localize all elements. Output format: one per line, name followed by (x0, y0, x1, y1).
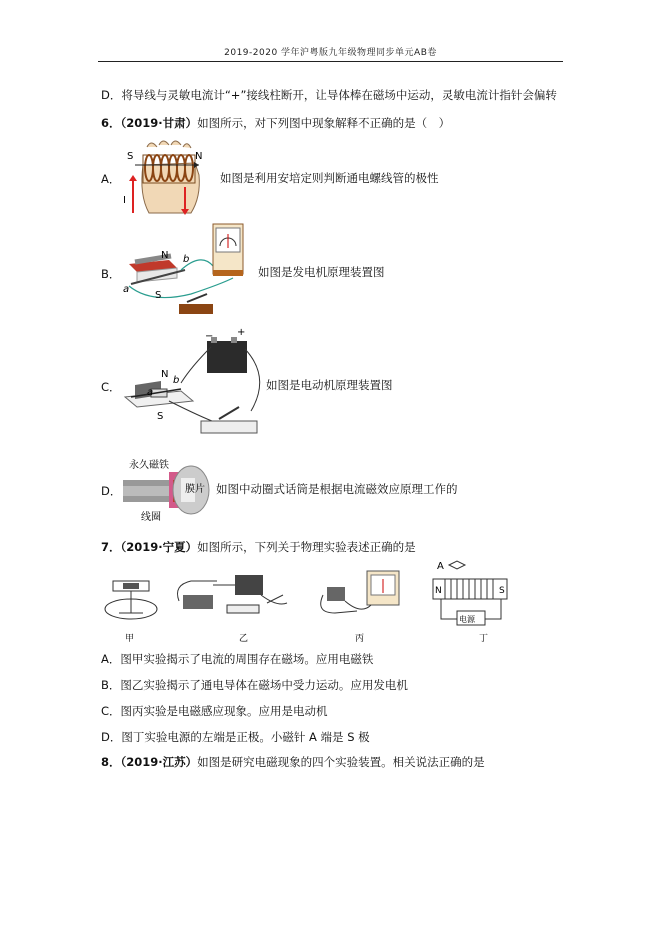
q7-fig-s-label: S (499, 586, 505, 596)
q6-c-figure (121, 327, 266, 441)
fig-c-n-label: N (161, 369, 169, 380)
q7-source: （2019·宁夏） (120, 540, 198, 554)
q6-a-figure (121, 135, 221, 217)
fig-c-s-label: S (157, 411, 164, 422)
q6-stem: 如图所示，对下列图中现象解释不正确的是（ ） (197, 116, 451, 130)
q7-fig-ding (433, 561, 507, 644)
q6-b-text: 如图是发电机原理装置图 (258, 265, 385, 279)
fig-b-a-label: a (123, 284, 130, 295)
q7-stem: 如图所示，下列关于物理实验表述正确的是 (197, 540, 416, 554)
q7-option-a: A．图甲实验揭示了电流的周围存在磁场。应用电磁铁 (101, 652, 374, 666)
q6-c-text: 如图是电动机原理装置图 (266, 378, 393, 392)
fig-d-coil-label: 线圈 (141, 512, 161, 523)
q8-stem: 如图是研究电磁现象的四个实验装置。相关说法正确的是 (197, 755, 485, 769)
q7-fig-yi (178, 575, 288, 644)
q8-source: （2019·江苏） (120, 755, 198, 769)
q6-source: （2019·甘肃） (120, 116, 198, 130)
q8-number: 8． (101, 755, 121, 769)
q6-number: 6． (101, 116, 121, 130)
q7-option-b: B．图乙实验揭示了通电导体在磁场中受力运动。应用发电机 (101, 678, 408, 692)
q7-option-d: D．图丁实验电源的左端是正极。小磁针 A 端是 S 极 (101, 730, 370, 744)
q7-figures (101, 555, 521, 648)
fig-b-n-label: N (161, 250, 169, 261)
fig-a-n-label: N (195, 151, 203, 162)
q7-fig-a-label: A (437, 561, 444, 572)
fig-c-a-label: a (147, 387, 154, 398)
q6-d-label: D． (101, 484, 122, 498)
q7-option-c: C．图丙实验是电磁感应现象。应用是电动机 (101, 704, 328, 718)
q6-b-figure (121, 222, 261, 320)
q6-stem-line (101, 115, 450, 131)
page-header: 2019-2020 学年沪粤版九年级物理同步单元AB卷 (224, 48, 437, 58)
q7-fig-n-label: N (435, 586, 442, 596)
fig-c-minus-label: − (205, 331, 214, 342)
q8-stem-line (101, 754, 485, 770)
q7-caption-jia: 甲 (125, 634, 135, 644)
q6-d-text: 如图中动圈式话筒是根据电流磁效应原理工作的 (216, 482, 458, 496)
fig-c-plus-label: + (237, 327, 246, 338)
q6-a-text: 如图是利用安培定则判断通电螺线管的极性 (220, 171, 439, 185)
fig-d-diaphragm-label: 膜片 (185, 484, 205, 495)
fig-c-b-label: b (173, 375, 180, 386)
fig-d-magnet-label: 永久磁铁 (129, 460, 169, 471)
q6-a-label: A． (101, 172, 121, 186)
q6-c-label: C． (101, 380, 121, 394)
q7-fig-jia (105, 581, 157, 644)
fig-b-s-label: S (155, 290, 162, 301)
fig-b-b-label: b (183, 254, 190, 265)
q7-caption-ding: 丁 (479, 634, 489, 644)
fig-a-s-label: S (127, 151, 134, 162)
q5-option-d: D．将导线与灵敏电流计“+”接线柱断开，让导体棒在磁场中运动，灵敏电流计指针会偏转 (101, 88, 557, 102)
q7-number: 7． (101, 540, 121, 554)
q7-caption-bing: 丙 (355, 634, 365, 644)
q7-caption-yi: 乙 (239, 634, 249, 644)
q7-fig-power-label: 电源 (459, 615, 475, 624)
q6-b-label: B． (101, 267, 121, 281)
fig-a-i-label: I (123, 195, 126, 206)
q7-fig-bing (321, 571, 399, 644)
q7-stem-line (101, 539, 416, 555)
q6-d-figure (121, 454, 216, 524)
header-divider (98, 61, 563, 62)
